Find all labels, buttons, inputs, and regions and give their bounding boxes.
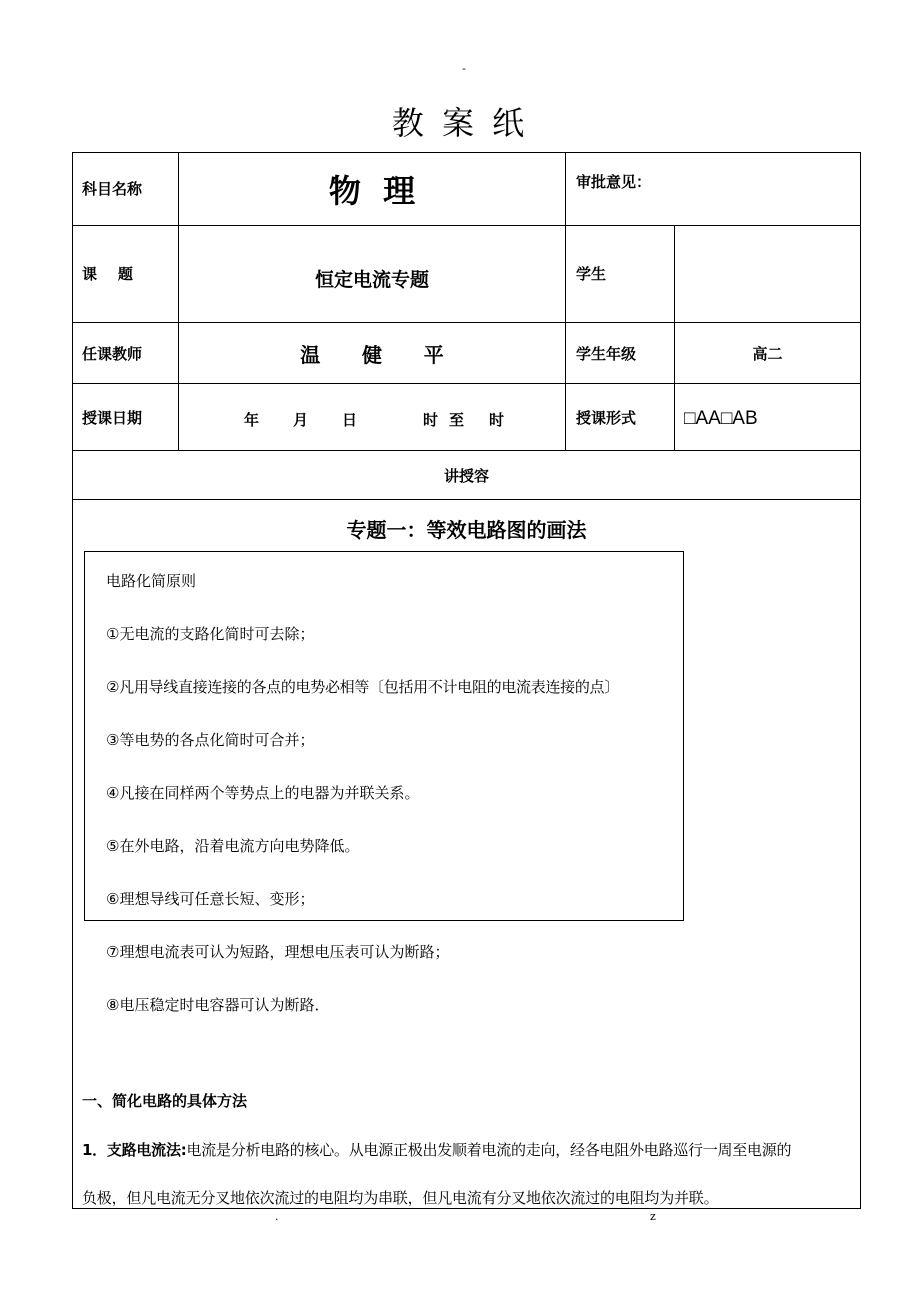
rule-item: ①无电流的支路化简时可去除； <box>106 625 315 643</box>
date-label: 授课日期 <box>82 408 143 427</box>
rule-item: ⑧电压稳定时电容器可认为断路． <box>106 996 330 1014</box>
method-1-line-1 <box>82 1139 791 1160</box>
rules-title: 电路化简原则 <box>106 572 197 590</box>
date-day: 日 <box>342 411 358 429</box>
method-1-text-a: 电流是分析电路的核心。从电源正极出发顺着电流的走向，经各电阻外电路巡行一周至电源的 <box>186 1141 792 1159</box>
form-label: 授课形式 <box>576 408 637 427</box>
rule-item: ⑥理想导线可任意长短、变形； <box>106 890 315 908</box>
footer-left-mark: . <box>275 1210 279 1223</box>
page-title: 教 案 纸 <box>391 104 529 142</box>
rule-item: ②凡用导线直接连接的各点的电势必相等〔包括用不计电阻的电流表连接的点〕 <box>106 678 619 696</box>
date-year: 年 <box>244 411 260 429</box>
teacher-value: 温 健 平 <box>300 342 444 367</box>
approval-label: 审批意见： <box>576 173 652 191</box>
top-mark: - <box>462 62 466 75</box>
subject-label: 科目名称 <box>82 180 143 198</box>
form-value: □AA□AB <box>684 408 758 429</box>
rule-item: ③等电势的各点化简时可合并； <box>106 731 315 749</box>
teacher-label: 任课教师 <box>82 344 143 363</box>
topic-label: 课 题 <box>82 265 133 283</box>
date-month: 月 <box>293 411 309 429</box>
footer-right-mark: z <box>650 1210 656 1223</box>
subject-value: 物 理 <box>328 171 416 210</box>
date-hour-start: 时 <box>423 411 439 429</box>
grade-value: 高二 <box>752 344 783 363</box>
grade-label: 学生年级 <box>576 344 637 363</box>
rule-item: ⑦理想电流表可认为短路，理想电压表可认为断路； <box>106 943 450 961</box>
rule-item: ⑤在外电路，沿着电流方向电势降低。 <box>106 837 360 855</box>
date-to: 至 <box>449 411 465 429</box>
student-value <box>675 225 860 322</box>
section-title: 专题一：等效电路图的画法 <box>346 518 587 542</box>
date-hour-end: 时 <box>489 411 505 429</box>
method-1-label: 1．支路电流法: <box>82 1141 187 1159</box>
student-label: 学生 <box>576 265 607 283</box>
topic-value: 恒定电流专题 <box>314 269 429 291</box>
rule-item: ④凡接在同样两个等势点上的电器为并联关系。 <box>106 784 420 802</box>
method-1-line-2: 负极，但凡电流无分叉地依次流过的电阻均为串联，但凡电流有分叉地依次流过的电阻均为并联。 <box>82 1189 719 1207</box>
content-header: 讲授容 <box>443 466 489 485</box>
method-heading: 一、简化电路的具体方法 <box>82 1092 248 1110</box>
